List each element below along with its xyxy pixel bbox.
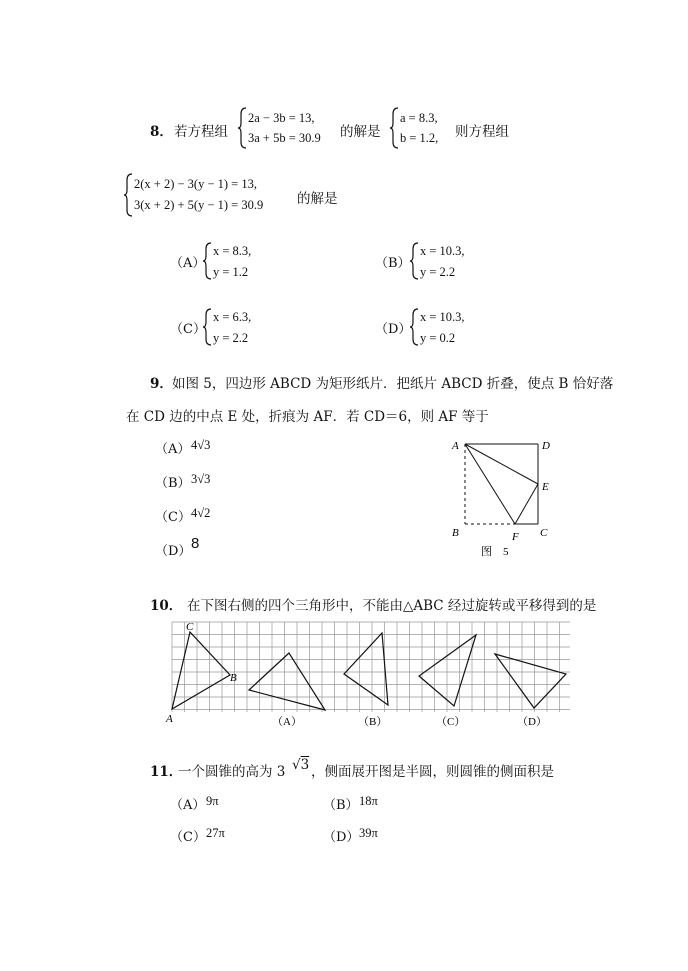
option-label[interactable]: （D） bbox=[375, 322, 412, 337]
option-label[interactable]: （B） bbox=[375, 256, 411, 271]
equation-line: 2a − 3b = 13, bbox=[248, 111, 315, 125]
equation-line: 2(x + 2) − 3(y − 1) = 13, bbox=[134, 177, 257, 191]
question-text: 若方程组 bbox=[174, 124, 228, 140]
equation-line: x = 10.3, bbox=[420, 244, 465, 258]
point-label: A bbox=[166, 713, 173, 725]
triangle-option-c bbox=[419, 635, 476, 706]
equation-line: 3(x + 2) + 5(y − 1) = 30.9 bbox=[134, 198, 264, 212]
question-text: 如图 5，四边形 ABCD 为矩形纸片．把纸片 ABCD 折叠，使点 B 恰好落 bbox=[172, 376, 614, 392]
option-value: 4√2 bbox=[191, 506, 211, 520]
option-label[interactable]: （B） bbox=[358, 716, 388, 728]
option-value: 3√3 bbox=[191, 472, 211, 486]
equation-line: y = 0.2 bbox=[420, 331, 456, 345]
option-label[interactable]: （D） bbox=[517, 716, 547, 728]
question-text: 的解是 bbox=[297, 191, 338, 207]
option-label[interactable]: （D） bbox=[323, 830, 360, 845]
point-label: B bbox=[230, 672, 237, 684]
segment-ae bbox=[465, 444, 538, 484]
question-text: 的解是 bbox=[340, 124, 381, 140]
option-value: 27π bbox=[206, 826, 225, 840]
option-label[interactable]: （C） bbox=[170, 322, 206, 337]
option-label[interactable]: （B） bbox=[323, 798, 359, 813]
option-label[interactable]: （C） bbox=[436, 716, 466, 728]
point-label: C bbox=[540, 527, 548, 539]
option-label[interactable]: （B） bbox=[155, 476, 191, 491]
option-label[interactable]: （A） bbox=[272, 716, 302, 728]
question-number: 11． bbox=[150, 764, 183, 780]
option-label[interactable]: （C） bbox=[170, 830, 206, 845]
brace-icon bbox=[410, 241, 420, 281]
equation-line: y = 1.2 bbox=[213, 265, 249, 279]
triangle-grid-figure bbox=[160, 618, 580, 733]
fold-line-af bbox=[465, 444, 515, 524]
question-text: 在下图右侧的四个三角形中，不能由△ABC 经过旋转或平移得到的是 bbox=[187, 598, 597, 614]
triangle-option-a bbox=[249, 653, 325, 710]
option-label[interactable]: （A） bbox=[170, 256, 206, 271]
question-number: 10． bbox=[150, 598, 183, 614]
triangle-abc bbox=[172, 632, 230, 709]
point-label: E bbox=[542, 481, 549, 493]
brace-icon bbox=[203, 241, 213, 281]
option-value: 4√3 bbox=[191, 438, 211, 452]
triangle-option-b bbox=[344, 633, 388, 705]
question-number: 9． bbox=[150, 376, 173, 392]
option-label[interactable]: （D） bbox=[155, 544, 192, 559]
point-label: C bbox=[186, 621, 194, 633]
equation-line: x = 6.3, bbox=[213, 310, 252, 324]
option-value: 8 bbox=[191, 535, 200, 552]
option-label[interactable]: （C） bbox=[155, 510, 191, 525]
brace-icon bbox=[238, 106, 248, 150]
point-label: A bbox=[452, 440, 459, 452]
point-label: D bbox=[542, 440, 550, 452]
question-text: 则方程组 bbox=[455, 124, 509, 140]
grid bbox=[172, 622, 570, 712]
segment-fe bbox=[515, 484, 538, 524]
equation-line: b = 1.2, bbox=[400, 131, 439, 145]
question-number: 8． bbox=[150, 124, 173, 140]
option-value: 18π bbox=[359, 794, 378, 808]
figure-5 bbox=[445, 432, 565, 562]
equation-line: 3a + 5b = 30.9 bbox=[248, 131, 321, 145]
equation-line: y = 2.2 bbox=[213, 331, 249, 345]
option-value: 39π bbox=[359, 826, 378, 840]
sqrt-icon: √3 bbox=[292, 757, 310, 773]
brace-icon bbox=[410, 307, 420, 347]
point-label: B bbox=[452, 527, 459, 539]
point-label: F bbox=[512, 531, 519, 543]
triangle-option-d bbox=[495, 654, 566, 708]
question-text: 在 CD 边的中点 E 处，折痕为 AF．若 CD＝6，则 AF 等于 bbox=[126, 409, 489, 425]
figure-caption: 图 5 bbox=[481, 546, 509, 558]
brace-icon bbox=[390, 106, 400, 150]
question-text: 一个圆锥的高为 3 bbox=[178, 764, 286, 780]
brace-icon bbox=[124, 172, 134, 218]
equation-line: x = 10.3, bbox=[420, 310, 465, 324]
equation-line: x = 8.3, bbox=[213, 244, 252, 258]
question-text: ，侧面展开图是半圆，则圆锥的侧面积是 bbox=[311, 764, 554, 780]
option-label[interactable]: （A） bbox=[155, 442, 191, 457]
equation-line: y = 2.2 bbox=[420, 265, 456, 279]
option-value: 9π bbox=[206, 794, 219, 808]
option-label[interactable]: （A） bbox=[170, 798, 206, 813]
brace-icon bbox=[203, 307, 213, 347]
equation-line: a = 8.3, bbox=[400, 111, 438, 125]
